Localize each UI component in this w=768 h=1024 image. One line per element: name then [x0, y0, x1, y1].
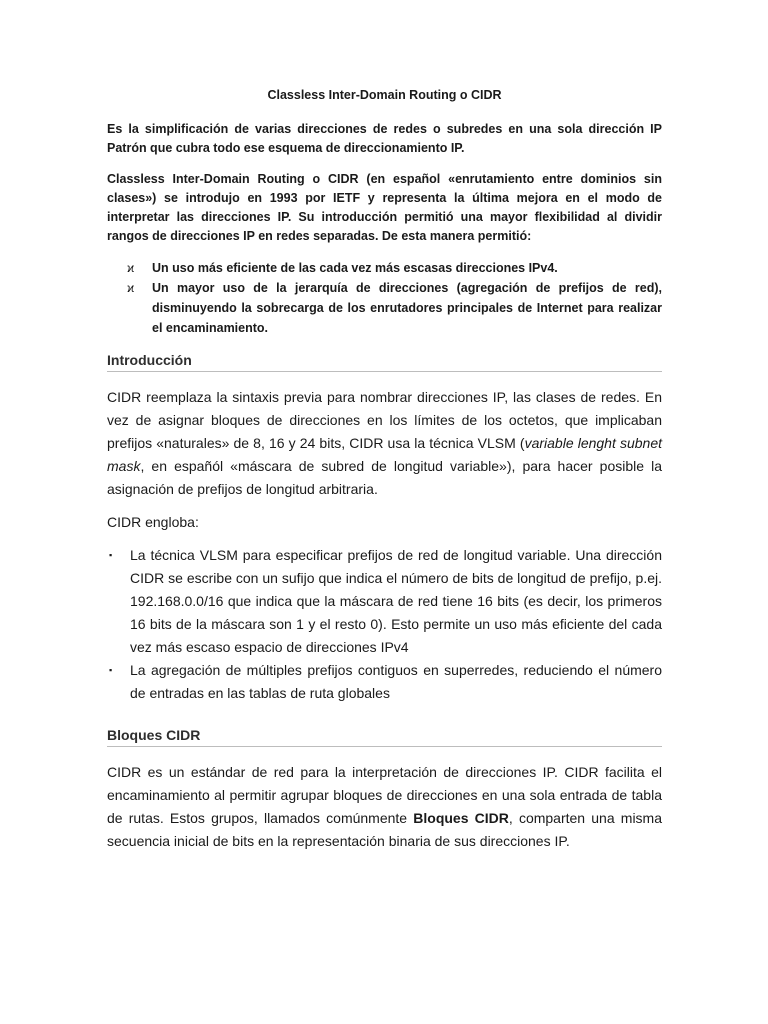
intro-paragraph-1: Es la simplificación de varias direcciones de redes o subredes en una sola dirección IP Patrón que cubra todo ese esquema de direccionamiento IP. [107, 122, 662, 155]
list-item-text: La técnica VLSM para especificar prefijos de red de longitud variable. Una dirección CIDR se escribe con un sufijo que indica el número de bits de longitud de prefijo, p.ej. 192.168.0.0/16 que indica que la máscara de red tiene 16 bits (es decir, los primeros 16 bits de la máscara son 1 y el resto 0). Esto permite un uso más eficiente del cada vez más escaso espacio de direcciones IPv4 [130, 547, 662, 655]
list-item-text: Un mayor uso de la jerarquía de direcciones (agregación de prefijos de red), disminuyendo la sobrecarga de los enrutadores principales de Internet para realizar el encaminamiento. [152, 281, 662, 335]
section-heading-bloques: Bloques CIDR [107, 727, 662, 747]
document-page [107, 88, 662, 863]
section-heading-introduccion: Introducción [107, 352, 662, 372]
italic-term: variable lenght subnet mask [107, 435, 662, 474]
text-run: CIDR reemplaza la sintaxis previa para nombrar direcciones IP, las clases de redes. En vez de asignar bloques de direcciones en los límites de los octetos, que implicaban prefijos «naturales» de 8, 16 y 24 bits, CIDR usa la técnica VLSM ( [107, 389, 662, 451]
bloques-paragraph-1 [107, 761, 662, 853]
introduccion-paragraph-2: CIDR engloba: [107, 514, 199, 530]
bullet-icon: ϰ [127, 281, 135, 295]
square-bullet-icon: ▪ [109, 665, 113, 675]
list-item-text: La agregación de múltiples prefijos contiguos en superredes, reduciendo el número de entradas en las tablas de ruta globales [130, 662, 662, 701]
text-run: CIDR es un estándar de red para la interpretación de direcciones IP. CIDR facilita el encaminamiento al permitir agrupar bloques de direcciones en una sola entrada de tabla de rutas. Estos grupos, llamados comúnmente [107, 764, 662, 826]
square-bullet-icon: ▪ [109, 550, 113, 560]
page-title: Classless Inter-Domain Routing o CIDR [267, 88, 502, 102]
list-item [107, 258, 662, 278]
list-item [107, 278, 662, 338]
introduccion-bullet-list [107, 544, 662, 705]
bullet-icon: ϰ [127, 261, 135, 275]
introduccion-paragraph-1 [107, 386, 662, 501]
bold-term: Bloques CIDR [413, 810, 509, 826]
intro-bullet-list [107, 258, 662, 338]
list-item-text: Un uso más eficiente de las cada vez más escasas direcciones IPv4. [152, 261, 558, 275]
list-item [107, 544, 662, 659]
list-item [107, 659, 662, 705]
intro-paragraph-2: Classless Inter-Domain Routing o CIDR (en español «enrutamiento entre dominios sin clases») se introdujo en 1993 por IETF y representa la última mejora en el modo de interpretar las direcciones IP. Su introducción permitió una mayor flexibilidad al dividir rangos de direcciones IP en redes separadas. De esta manera permitió: [107, 172, 662, 243]
text-run: , en españól «máscara de subred de longitud variable»), para hacer posible la asignación de prefijos de longitud arbitraria. [107, 458, 662, 497]
text-run: , comparten una misma secuencia inicial de bits en la representación binaria de sus direcciones IP. [107, 810, 663, 849]
